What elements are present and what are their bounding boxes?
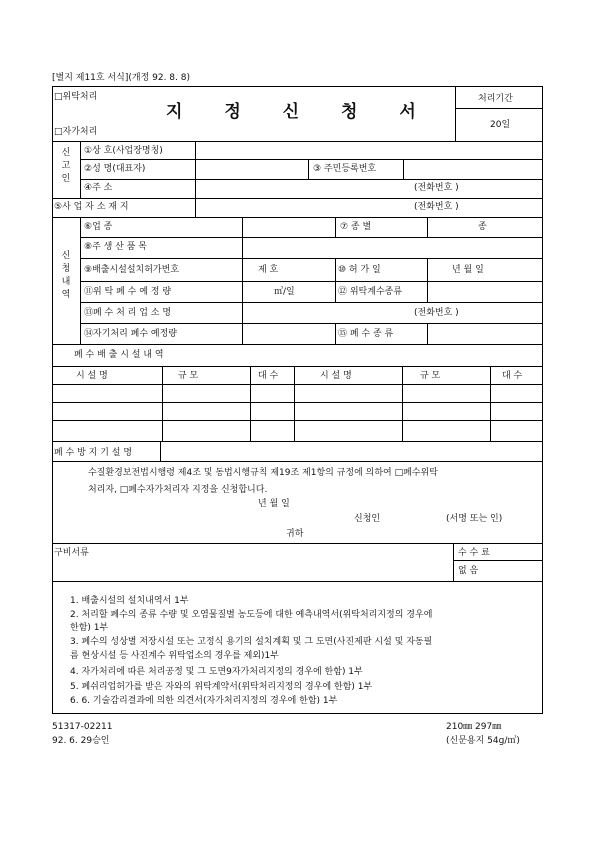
document-note-6: 6. 6. 기술감리결과에 의한 의견서(자가처리지정의 경우에 한함) 1부 bbox=[70, 696, 338, 706]
wastewater-type-label: ⑮ 폐 수 종 류 bbox=[338, 329, 394, 339]
declaration-line-2: 처리자, □폐수자가처리자 지정을 신청합니다. bbox=[88, 485, 268, 495]
industry-label: ⑥업 종 bbox=[84, 222, 113, 232]
consign-type-label: ⑫ 위탁계수종류 bbox=[338, 287, 403, 297]
category-suffix: 종 bbox=[478, 222, 487, 232]
footer-approval: 92. 6. 29승인 bbox=[52, 736, 110, 746]
footer-size: 210㎜ 297㎜ bbox=[446, 722, 502, 732]
representative-label: ②성 명(대표자) bbox=[84, 164, 146, 174]
document-note-2: 2. 처리할 폐수의 종류 수량 및 오염물질별 농도등에 대한 예측내역서(위탁처리지정의 경우에 bbox=[70, 610, 433, 620]
document-note-5: 5. 폐쉬리업허가를 받은 자와의 위탁계약서(위탁처리지정의 경우에 한함) 1부 bbox=[70, 682, 373, 692]
option-self-checkbox[interactable]: □자가처리 bbox=[54, 127, 98, 137]
signature-note: (서명 또는 인) bbox=[446, 514, 503, 524]
fee-value: 없 음 bbox=[458, 566, 479, 576]
address-phone: (전화번호 ) bbox=[414, 183, 459, 193]
permit-date-label: ⑩ 허 가 일 bbox=[338, 265, 381, 275]
permit-number-suffix: 제 호 bbox=[258, 265, 279, 275]
document-note-4: 4. 자가처리에 따른 처리공정 및 그 도면9자가처리지정의 경우에 한함) 1부 bbox=[70, 667, 363, 677]
prevention-label: 폐 수 방 지 기 설 명 bbox=[54, 448, 133, 458]
fee-label: 수 수 료 bbox=[458, 548, 490, 558]
footer-code: 51317-02211 bbox=[52, 722, 113, 732]
document-note-1: 1. 배출시설의 설치내역서 1부 bbox=[70, 596, 189, 606]
address-label: ④주 소 bbox=[84, 183, 113, 193]
resident-number-label: ③ 주민등록번호 bbox=[313, 164, 377, 174]
declaration-line-1: 수질환경보전법시행령 제4조 및 동법시행규칙 제19조 제1항의 규정에 의하여 □폐수위탁 bbox=[88, 468, 438, 478]
col-header-count-2: 대 수 bbox=[502, 371, 523, 381]
treatment-company-label: ⑬폐 수 처 리 업 소 명 bbox=[84, 308, 172, 318]
option-consign-checkbox[interactable]: □위탁처리 bbox=[54, 92, 98, 102]
addressee: 귀하 bbox=[286, 529, 304, 539]
self-volume-label: ⑭자기처리 폐수 예정량 bbox=[84, 329, 177, 339]
documents-label: 구비서류 bbox=[54, 548, 89, 558]
processing-period-value: 20일 bbox=[490, 120, 511, 130]
declaration-date: 년 월 일 bbox=[258, 499, 290, 509]
permit-number-label: ⑨배출시설설치허가번호 bbox=[84, 265, 180, 275]
treatment-company-phone: (전화번호 ) bbox=[414, 308, 459, 318]
consign-volume-unit: ㎥/일 bbox=[274, 287, 295, 297]
main-product-label: ⑧주 생 산 품 목 bbox=[84, 242, 147, 252]
application-group-label: 신청내역 bbox=[61, 251, 71, 300]
form-title: 지 정 신 청 서 bbox=[166, 102, 434, 122]
form-code: [별지 제11호 서식](개정 92. 8. 8) bbox=[52, 73, 190, 83]
business-location-label: ⑤사 업 자 소 재 지 bbox=[54, 202, 129, 212]
col-header-facility-1: 시 설 명 bbox=[76, 371, 108, 381]
document-note-3: 3. 폐수의 성상별 저장시설 또는 고정식 용기의 설치계획 및 그 도면(사진제판 시설 및 자동필 bbox=[70, 637, 433, 647]
col-header-scale-2: 규 모 bbox=[420, 371, 441, 381]
business-name-label: ①상 호(사업장명칭) bbox=[84, 146, 163, 156]
location-phone: (전화번호 ) bbox=[414, 202, 459, 212]
col-header-count-1: 대 수 bbox=[258, 371, 279, 381]
col-header-scale-1: 규 모 bbox=[178, 371, 199, 381]
applicant-signer-label: 신청인 bbox=[354, 514, 381, 524]
applicant-group-label: 신고인 bbox=[61, 148, 71, 184]
processing-period-label: 처리기간 bbox=[478, 94, 513, 104]
document-note-2-cont: 한함) 1부 bbox=[70, 623, 109, 633]
col-header-facility-2: 시 설 명 bbox=[320, 371, 352, 381]
document-note-3-cont: 름 현상시설 등 사진계수 위탁업소의 경우를 제외)1부 bbox=[70, 651, 279, 661]
consign-volume-label: ⑪위 탁 폐 수 예 정 량 bbox=[84, 287, 172, 297]
category-label: ⑦ 종 별 bbox=[340, 222, 372, 232]
footer-paper: (신문용지 54g/㎡) bbox=[446, 736, 520, 746]
permit-date-value: 년 월 일 bbox=[452, 265, 484, 275]
facilities-section-label: 폐 수 배 출 시 설 내 역 bbox=[74, 350, 164, 360]
